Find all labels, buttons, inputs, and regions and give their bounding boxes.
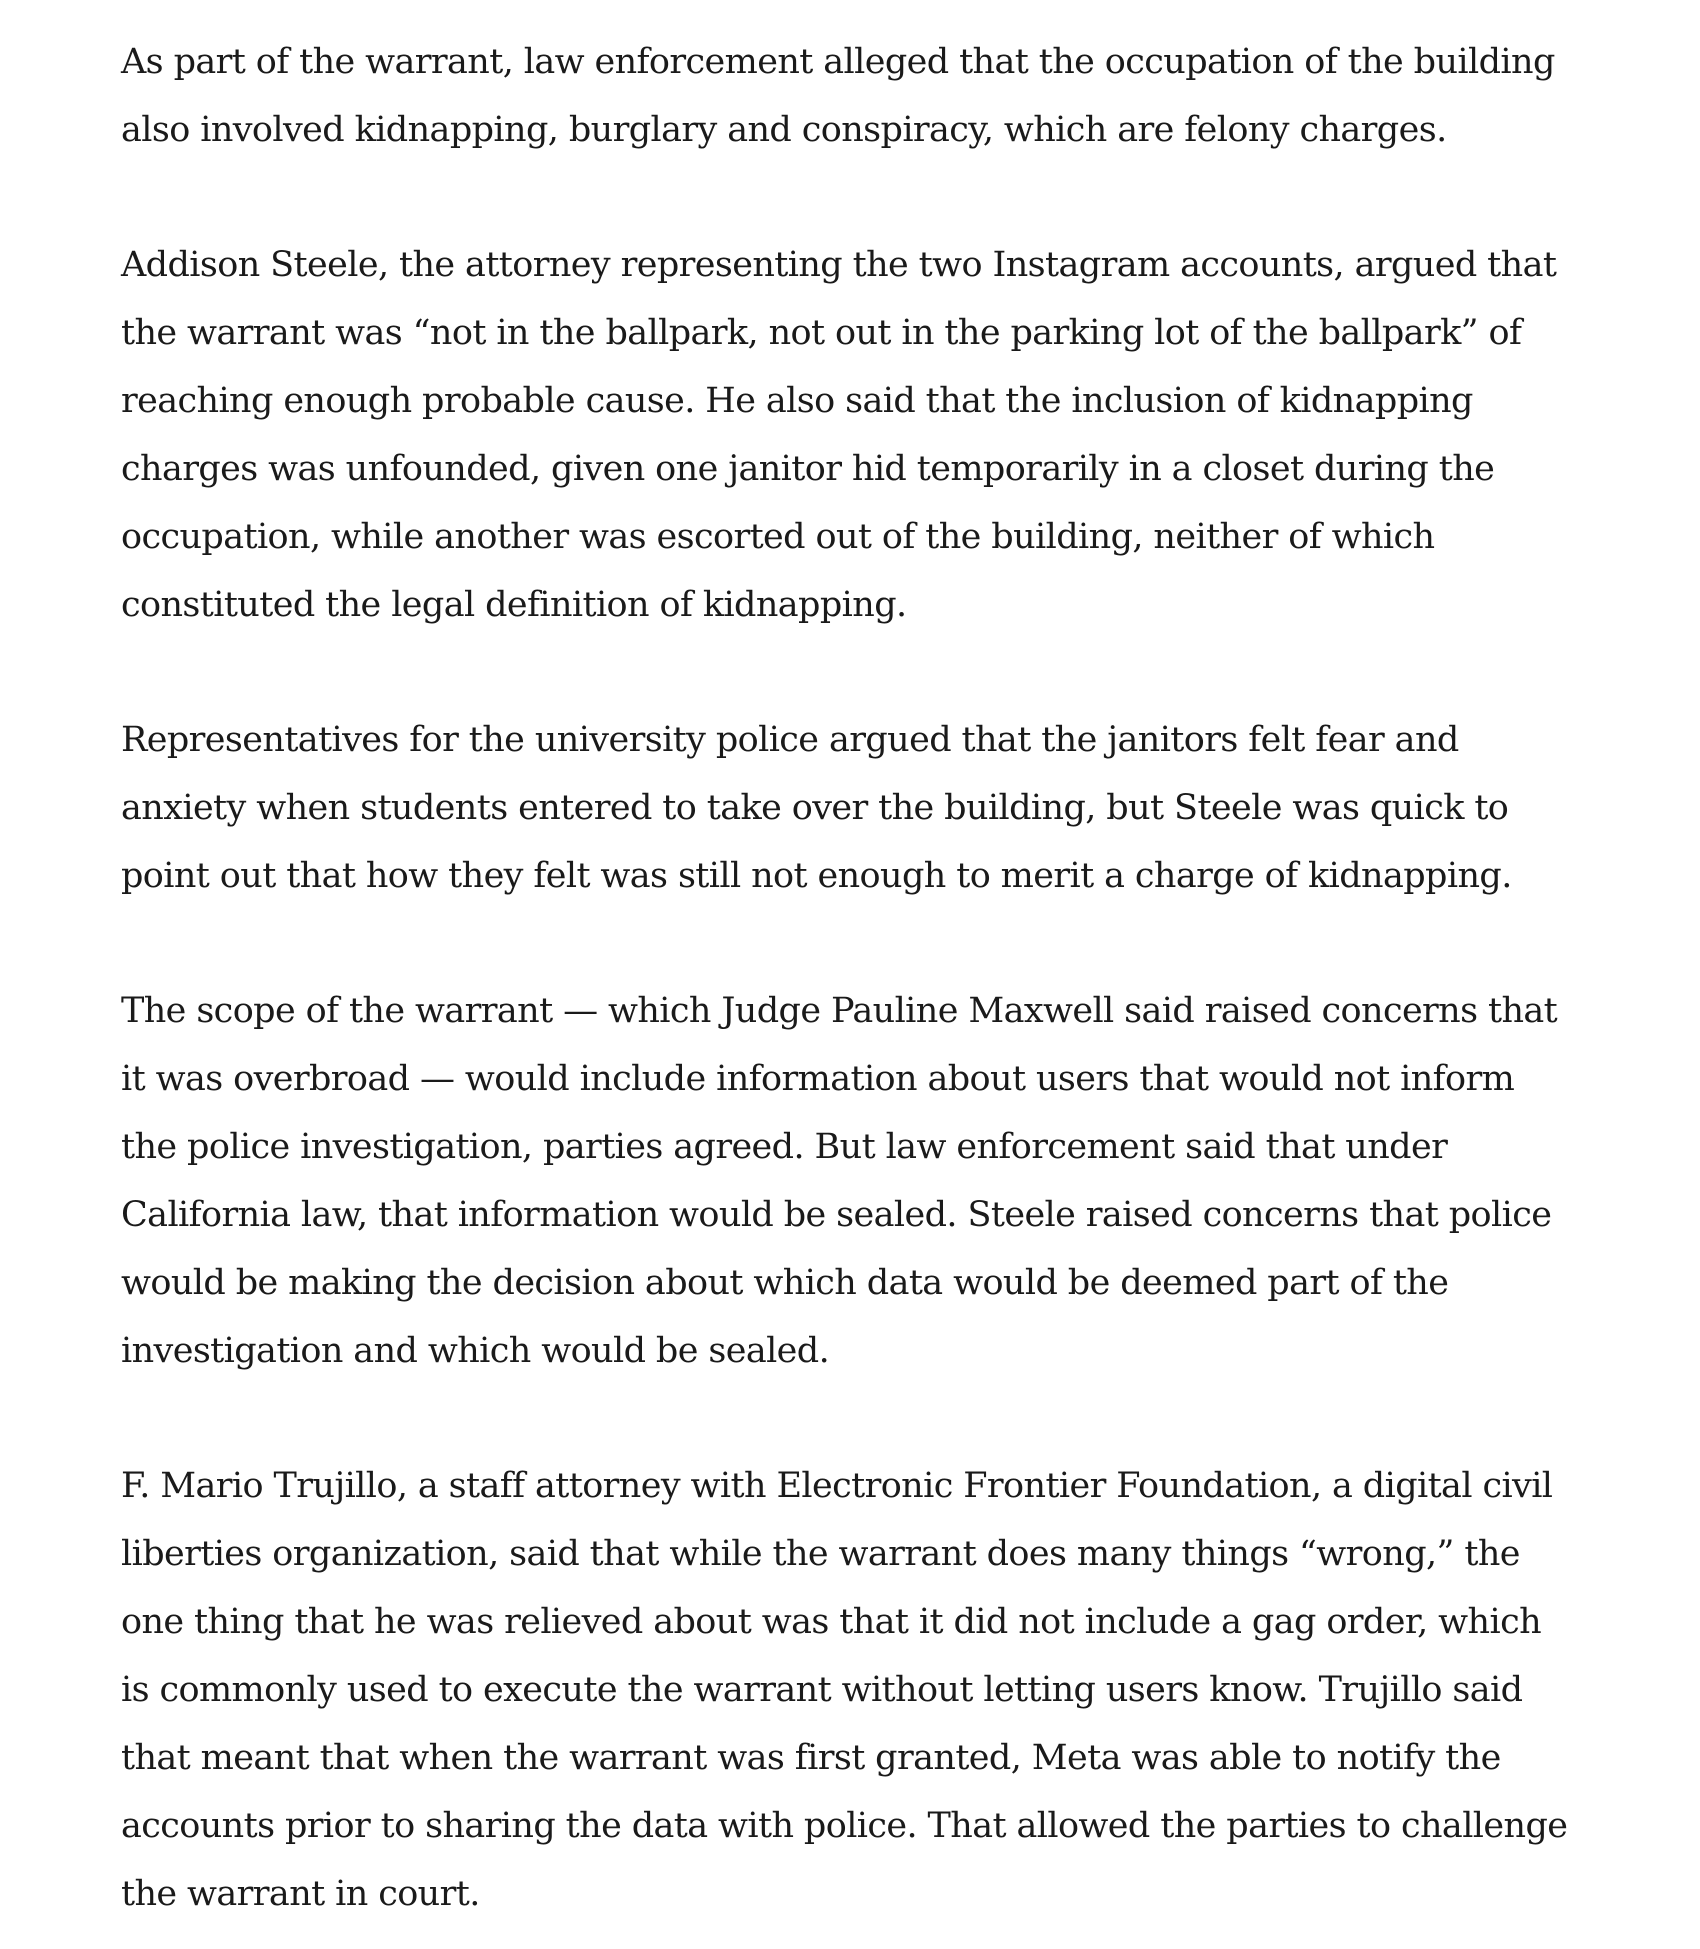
paragraph-spacer bbox=[121, 1385, 1601, 1452]
text-line: The scope of the warrant — which Judge Pauline Maxwell said raised concerns that bbox=[121, 991, 1558, 1031]
paragraph-warrant-scope bbox=[121, 977, 1601, 1385]
text-line: charges was unfounded, given one janitor hid temporarily in a closet during the bbox=[121, 449, 1495, 489]
paragraph-spacer bbox=[121, 164, 1601, 231]
paragraph-warrant-charges bbox=[121, 28, 1601, 164]
text-line: liberties organization, said that while the warrant does many things “wrong,” the bbox=[121, 1534, 1520, 1574]
text-line: also involved kidnapping, burglary and conspiracy, which are felony charges. bbox=[121, 110, 1447, 150]
paragraph-spacer bbox=[121, 910, 1601, 977]
text-line: would be making the decision about which data would be deemed part of the bbox=[121, 1263, 1449, 1303]
text-line: that meant that when the warrant was first granted, Meta was able to notify the bbox=[121, 1738, 1501, 1778]
text-line: F. Mario Trujillo, a staff attorney with Electronic Frontier Foundation, a digital civil bbox=[121, 1466, 1553, 1506]
text-line: the police investigation, parties agreed. But law enforcement said that under bbox=[121, 1127, 1448, 1167]
text-line: accounts prior to sharing the data with police. That allowed the parties to challenge bbox=[121, 1806, 1568, 1846]
text-line: one thing that he was relieved about was that it did not include a gag order, which bbox=[121, 1602, 1542, 1642]
text-line: Representatives for the university police argued that the janitors felt fear and bbox=[121, 720, 1459, 760]
paragraph-spacer bbox=[121, 639, 1601, 706]
text-line: As part of the warrant, law enforcement alleged that the occupation of the building bbox=[121, 42, 1555, 82]
paragraph-police-representatives bbox=[121, 706, 1601, 910]
text-line: Addison Steele, the attorney representing the two Instagram accounts, argued that bbox=[121, 245, 1557, 285]
paragraph-trujillo-eff bbox=[121, 1452, 1601, 1928]
paragraph-steele-argument bbox=[121, 231, 1601, 639]
text-line: the warrant in court. bbox=[121, 1874, 480, 1914]
text-line: occupation, while another was escorted out of the building, neither of which bbox=[121, 517, 1435, 557]
text-line: the warrant was “not in the ballpark, not out in the parking lot of the ballpark” of bbox=[121, 313, 1522, 353]
text-line: reaching enough probable cause. He also said that the inclusion of kidnapping bbox=[121, 381, 1473, 421]
article-body bbox=[121, 28, 1601, 1928]
text-line: anxiety when students entered to take over the building, but Steele was quick to bbox=[121, 788, 1509, 828]
text-line: California law, that information would be sealed. Steele raised concerns that police bbox=[121, 1195, 1552, 1235]
text-line: investigation and which would be sealed. bbox=[121, 1331, 830, 1371]
text-line: is commonly used to execute the warrant without letting users know. Trujillo said bbox=[121, 1670, 1523, 1710]
text-line: constituted the legal definition of kidnapping. bbox=[121, 585, 907, 625]
text-line: point out that how they felt was still not enough to merit a charge of kidnapping. bbox=[121, 856, 1512, 896]
text-line: it was overbroad — would include information about users that would not inform bbox=[121, 1059, 1515, 1099]
